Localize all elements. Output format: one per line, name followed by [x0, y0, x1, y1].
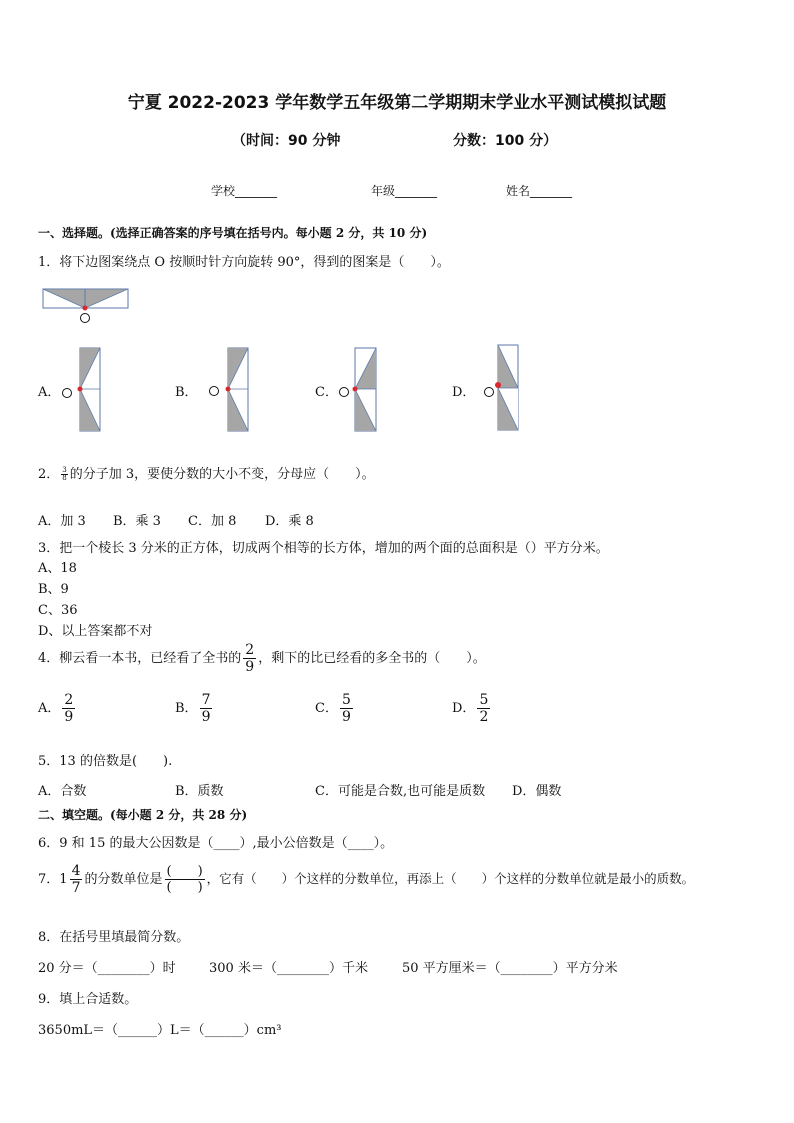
option-b-figure: [210, 348, 249, 431]
question-5: 5．13 的倍数是( ).: [38, 754, 173, 769]
q3-option-d[interactable]: D、以上答案都不对: [38, 624, 153, 639]
q5-option-d[interactable]: D．偶数: [512, 784, 562, 799]
question-9: 9．填上合适数。: [38, 992, 138, 1007]
question-1: 1．将下边图案绕点 O 按顺时针方向旋转 90°，得到的图案是（ ）。: [38, 255, 450, 270]
q4-fraction: $\frac{2}{9}$: [245, 642, 255, 675]
option-c-label[interactable]: C．: [315, 385, 338, 400]
q4-option-b[interactable]: B． $\frac{7}{9}$: [175, 692, 211, 725]
question-4: 4．柳云看一本书，已经看了全书的 $\frac{2}{9}$ ，剩下的比已经看的多全书的（ ）。: [38, 642, 486, 675]
q4-option-a[interactable]: A． $\frac{2}{9}$: [38, 692, 74, 725]
option-c-figure: [340, 348, 377, 431]
option-b-label[interactable]: B．: [175, 385, 198, 400]
q3-option-b[interactable]: B、9: [38, 582, 69, 597]
name-field: 姓名_______: [506, 184, 573, 198]
fraction-unit-blank: $\frac{( )}{( )}$: [166, 864, 203, 895]
q9-blank-line[interactable]: 3650mL＝（______）L＝（______）cm³: [38, 1023, 282, 1038]
mixed-number-whole: 1: [59, 872, 68, 887]
exam-time: （时间：90 分钟: [232, 133, 341, 149]
q8-blank-1[interactable]: 20 分＝（________）时: [38, 961, 176, 976]
q5-option-b[interactable]: B．质数: [175, 784, 224, 799]
q5-option-a[interactable]: A．合数: [38, 784, 87, 799]
page-title: 宁夏 2022-2023 学年数学五年级第二学期期末学业水平测试模拟试题: [127, 93, 667, 113]
q8-blank-2[interactable]: 300 米＝（________）千米: [209, 961, 368, 976]
section-fill-heading: 二、填空题。(每小题 2 分，共 28 分): [38, 808, 248, 822]
q8-blank-3[interactable]: 50 平方厘米＝（________）平方分米: [402, 961, 618, 976]
question-2: 2． $\frac{3}{8}$ 的分子加 3，要使分数的大小不变，分母应（ ）。: [38, 466, 375, 482]
question-7: 7．1 $\frac{4}{7}$ 的分数单位是 $\frac{( )}{( )}$ ，它有（ ）个这样的分数单位，再添上（ ）个这样的分数单位就是最小的质数。: [38, 863, 695, 896]
section-choice-heading: 一、选择题。(选择正确答案的序号填在括号内。每小题 2 分，共 10 分): [38, 226, 428, 240]
option-a-label[interactable]: A．: [38, 385, 61, 400]
mixed-number-fraction: $\frac{4}{7}$: [71, 863, 81, 896]
question-3: 3．把一个棱长 3 分米的正方体，切成两个相等的长方体，增加的两个面的总面积是（）平方分米。: [38, 541, 609, 556]
option-d-figure: [485, 345, 519, 430]
q2-fraction: $\frac{3}{8}$: [62, 466, 67, 482]
q4-option-d[interactable]: D． $\frac{5}{2}$: [452, 692, 489, 725]
exam-score: 分数：100 分）: [453, 133, 558, 149]
school-field: 学校_______: [211, 184, 278, 198]
q2-option-d[interactable]: D．乘 8: [265, 514, 314, 529]
grade-field: 年级_______: [371, 184, 438, 198]
q3-option-a[interactable]: A、18: [38, 561, 77, 576]
question-8: 8．在括号里填最简分数。: [38, 930, 190, 945]
question-6: 6．9 和 15 的最大公因数是（____）,最小公倍数是（____）。: [38, 836, 394, 851]
option-d-label[interactable]: D．: [452, 385, 476, 400]
original-pattern-figure: [43, 289, 128, 323]
option-a-figure: [63, 348, 101, 431]
q4-option-c[interactable]: C． $\frac{5}{9}$: [315, 692, 351, 725]
q3-option-c[interactable]: C、36: [38, 603, 78, 618]
q2-option-c[interactable]: C．加 8: [188, 514, 237, 529]
q2-option-a[interactable]: A．加 3: [38, 514, 86, 529]
q5-option-c[interactable]: C．可能是合数,也可能是质数: [315, 784, 486, 799]
q2-option-b[interactable]: B．乘 3: [113, 514, 161, 529]
